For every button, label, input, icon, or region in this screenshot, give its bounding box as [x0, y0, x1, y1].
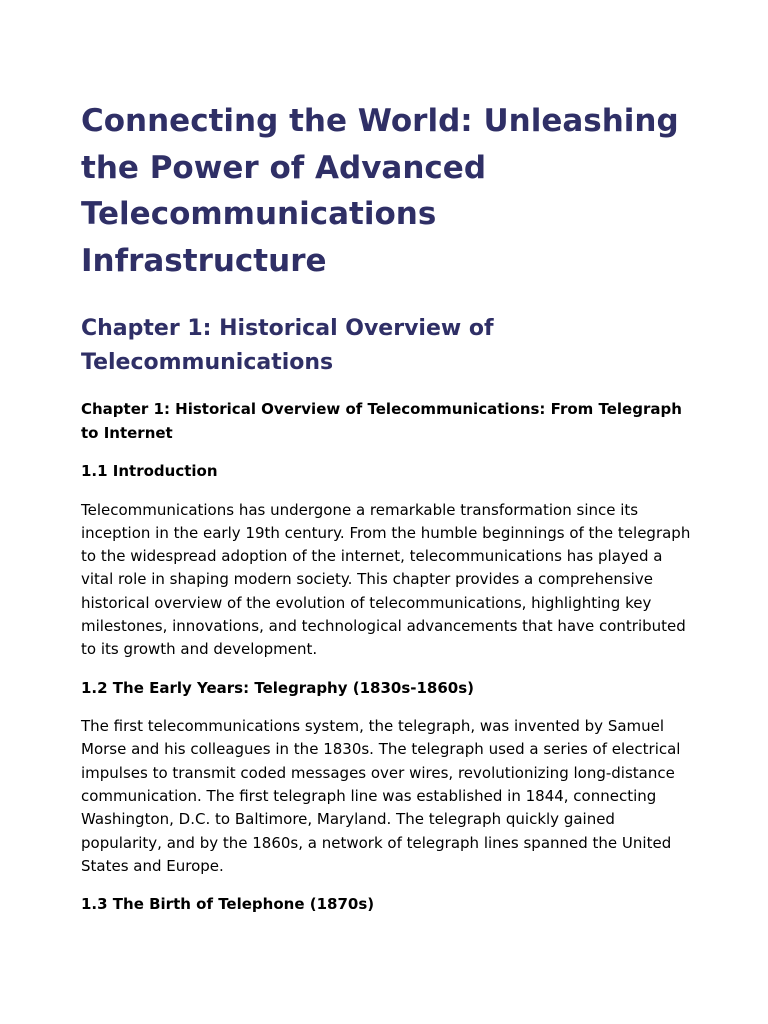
section-heading-telephone: 1.3 The Birth of Telephone (1870s) — [81, 895, 375, 914]
chapter-heading: Chapter 1: Historical Overview of Telecommunications — [81, 316, 494, 375]
chapter-full-title: Chapter 1: Historical Overview of Telecommunications: From Telegraph to Internet — [81, 400, 682, 442]
section-body-introduction: Telecommunications has undergone a remarkable transformation since its inception in the early 19th century. From the humble beginnings of the telegraph to the widespread adoption of the internet, telecommunications has played a vital role in shaping modern society. This chapter provides a comprehensive historical overview of the evolution of telecommunications, highlighting key milestones, innovations, and technological advancements that have contributed to its growth and development. — [81, 500, 691, 659]
document-title: Connecting the World: Unleashing the Power of Advanced Telecommunications Infrastructure — [81, 103, 679, 279]
section-body-telegraphy: The first telecommunications system, the telegraph, was invented by Samuel Morse and his colleagues in the 1830s. The telegraph used a series of electrical impulses to transmit coded messages over wires, revolutionizing long-distance communication. The first telegraph line was established in 1844, connecting Washington, D.C. to Baltimore, Maryland. The telegraph quickly gained popularity, and by the 1860s, a network of telegraph lines spanned the United States and Europe. — [81, 717, 681, 875]
section-heading-telegraphy: 1.2 The Early Years: Telegraphy (1830s-1860s) — [81, 678, 475, 697]
document-page — [81, 98, 691, 917]
section-heading-introduction: 1.1 Introduction — [81, 462, 218, 480]
